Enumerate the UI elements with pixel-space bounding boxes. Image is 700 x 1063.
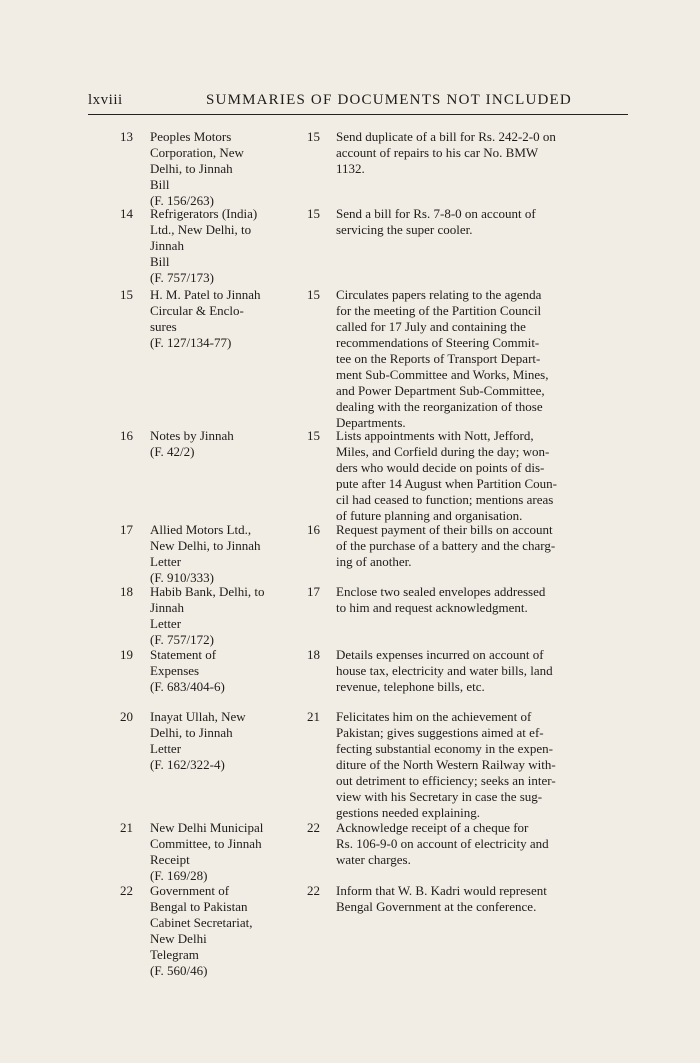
source-line: (F. 162/322-4) bbox=[150, 757, 225, 772]
source-line: Delhi, to Jinnah bbox=[150, 725, 233, 740]
document-number: 13 bbox=[120, 129, 133, 144]
source-line: Telegram bbox=[150, 947, 199, 962]
summary-line: to him and request acknowledgment. bbox=[336, 600, 528, 615]
document-source bbox=[150, 883, 290, 979]
document-date: 16 bbox=[307, 522, 320, 537]
document-summary bbox=[336, 883, 566, 915]
document-date: 21 bbox=[307, 709, 320, 724]
summary-line: Rs. 106-9-0 on account of electricity and bbox=[336, 836, 549, 851]
source-line: Allied Motors Ltd., bbox=[150, 522, 252, 537]
summary-line: Felicitates him on the achievement of bbox=[336, 709, 532, 724]
source-line: (F. 683/404-6) bbox=[150, 679, 225, 694]
summary-line: Details expenses incurred on account of bbox=[336, 647, 544, 662]
document-summary bbox=[336, 428, 566, 524]
source-line: (F. 757/173) bbox=[150, 270, 214, 285]
summary-line: ing of another. bbox=[336, 554, 412, 569]
summary-line: water charges. bbox=[336, 852, 411, 867]
summary-line: Miles, and Corfield during the day; won- bbox=[336, 444, 550, 459]
document-date: 15 bbox=[307, 287, 320, 302]
source-line: New Delhi, to Jinnah bbox=[150, 538, 261, 553]
source-line: New Delhi bbox=[150, 931, 207, 946]
summary-line: account of repairs to his car No. BMW bbox=[336, 145, 539, 160]
source-line: Statement of bbox=[150, 647, 217, 662]
source-line: Cabinet Secretariat, bbox=[150, 915, 253, 930]
summary-line: cil had ceased to function; mentions areas bbox=[336, 492, 554, 507]
source-line: (F. 560/46) bbox=[150, 963, 208, 978]
document-number: 21 bbox=[120, 820, 133, 835]
source-line: Government of bbox=[150, 883, 230, 898]
summary-line: Acknowledge receipt of a cheque for bbox=[336, 820, 529, 835]
source-line: (F. 156/263) bbox=[150, 193, 214, 208]
document-summary bbox=[336, 709, 566, 821]
summary-line: Circulates papers relating to the agenda bbox=[336, 287, 542, 302]
summary-line: servicing the super cooler. bbox=[336, 222, 473, 237]
document-number: 16 bbox=[120, 428, 133, 443]
source-line: Letter bbox=[150, 741, 182, 756]
summary-line: Request payment of their bills on account bbox=[336, 522, 553, 537]
document-summary bbox=[336, 820, 566, 868]
summary-line: revenue, telephone bills, etc. bbox=[336, 679, 485, 694]
document-summary bbox=[336, 584, 566, 616]
document-summary bbox=[336, 206, 566, 238]
document-date: 22 bbox=[307, 820, 320, 835]
summary-line: Send a bill for Rs. 7-8-0 on account of bbox=[336, 206, 536, 221]
summary-line: Lists appointments with Nott, Jefford, bbox=[336, 428, 534, 443]
summary-line: out detriment to efficiency; seeks an inter- bbox=[336, 773, 556, 788]
document-source bbox=[150, 129, 290, 209]
summary-line: Inform that W. B. Kadri would represent bbox=[336, 883, 547, 898]
source-line: Jinnah bbox=[150, 600, 184, 615]
document-number: 15 bbox=[120, 287, 133, 302]
summary-line: pute after 14 August when Partition Coun- bbox=[336, 476, 557, 491]
document-number: 20 bbox=[120, 709, 133, 724]
document-number: 19 bbox=[120, 647, 133, 662]
source-line: sures bbox=[150, 319, 177, 334]
source-line: Ltd., New Delhi, to bbox=[150, 222, 252, 237]
source-line: Circular & Enclo- bbox=[150, 303, 244, 318]
running-title: SUMMARIES OF DOCUMENTS NOT INCLUDED bbox=[206, 92, 572, 108]
summary-line: tee on the Reports of Transport Depart- bbox=[336, 351, 541, 366]
source-line: New Delhi Municipal bbox=[150, 820, 264, 835]
summary-line: and Power Department Sub-Committee, bbox=[336, 383, 545, 398]
source-line: Bengal to Pakistan bbox=[150, 899, 248, 914]
document-date: 17 bbox=[307, 584, 320, 599]
document-number: 22 bbox=[120, 883, 133, 898]
document-source bbox=[150, 522, 290, 586]
document-date: 22 bbox=[307, 883, 320, 898]
source-line: Letter bbox=[150, 616, 182, 631]
source-line: Receipt bbox=[150, 852, 190, 867]
summary-line: for the meeting of the Partition Council bbox=[336, 303, 542, 318]
document-summary bbox=[336, 522, 566, 570]
source-line: Committee, to Jinnah bbox=[150, 836, 262, 851]
summary-line: Send duplicate of a bill for Rs. 242-2-0 on bbox=[336, 129, 556, 144]
source-line: Notes by Jinnah bbox=[150, 428, 234, 443]
source-line: Jinnah bbox=[150, 238, 184, 253]
summary-line: Enclose two sealed envelopes addressed bbox=[336, 584, 546, 599]
document-source bbox=[150, 428, 290, 460]
document-source bbox=[150, 820, 290, 884]
summary-line: ders who would decide on points of dis- bbox=[336, 460, 545, 475]
source-line: (F. 127/134-77) bbox=[150, 335, 232, 350]
source-line: (F. 42/2) bbox=[150, 444, 195, 459]
source-line: (F. 910/333) bbox=[150, 570, 214, 585]
document-summary bbox=[336, 647, 566, 695]
summary-line: house tax, electricity and water bills, land bbox=[336, 663, 553, 678]
summary-line: Departments. bbox=[336, 415, 406, 430]
document-summary bbox=[336, 129, 566, 177]
document-summary bbox=[336, 287, 566, 431]
source-line: Inayat Ullah, New bbox=[150, 709, 246, 724]
summary-line: ment Sub-Committee and Works, Mines, bbox=[336, 367, 549, 382]
page-header bbox=[88, 92, 628, 115]
summary-line: of future planning and organisation. bbox=[336, 508, 523, 523]
document-date: 15 bbox=[307, 428, 320, 443]
document-source bbox=[150, 206, 290, 286]
summary-line: recommendations of Steering Commit- bbox=[336, 335, 540, 350]
summary-line: Pakistan; gives suggestions aimed at ef- bbox=[336, 725, 544, 740]
source-line: Habib Bank, Delhi, to bbox=[150, 584, 265, 599]
summary-line: diture of the North Western Railway with- bbox=[336, 757, 556, 772]
source-line: Corporation, New bbox=[150, 145, 244, 160]
source-line: H. M. Patel to Jinnah bbox=[150, 287, 261, 302]
summary-line: dealing with the reorganization of those bbox=[336, 399, 543, 414]
summary-line: gestions needed explaining. bbox=[336, 805, 481, 820]
source-line: Expenses bbox=[150, 663, 200, 678]
document-number: 14 bbox=[120, 206, 133, 221]
source-line: Bill bbox=[150, 254, 170, 269]
document-source bbox=[150, 584, 290, 648]
source-line: Refrigerators (India) bbox=[150, 206, 258, 221]
summary-line: called for 17 July and containing the bbox=[336, 319, 526, 334]
document-date: 18 bbox=[307, 647, 320, 662]
document-source bbox=[150, 709, 290, 773]
source-line: Peoples Motors bbox=[150, 129, 232, 144]
document-date: 15 bbox=[307, 129, 320, 144]
summary-line: of the purchase of a battery and the charg- bbox=[336, 538, 556, 553]
summary-line: 1132. bbox=[336, 161, 365, 176]
source-line: (F. 169/28) bbox=[150, 868, 208, 883]
source-line: Letter bbox=[150, 554, 182, 569]
summary-line: Bengal Government at the conference. bbox=[336, 899, 537, 914]
document-date: 15 bbox=[307, 206, 320, 221]
summary-line: view with his Secretary in case the sug- bbox=[336, 789, 543, 804]
summary-line: fecting substantial economy in the expen- bbox=[336, 741, 553, 756]
source-line: Bill bbox=[150, 177, 170, 192]
document-source bbox=[150, 647, 290, 695]
source-line: (F. 757/172) bbox=[150, 632, 214, 647]
document-number: 17 bbox=[120, 522, 133, 537]
page-number: lxviii bbox=[88, 92, 123, 108]
document-number: 18 bbox=[120, 584, 133, 599]
source-line: Delhi, to Jinnah bbox=[150, 161, 233, 176]
document-source bbox=[150, 287, 290, 351]
